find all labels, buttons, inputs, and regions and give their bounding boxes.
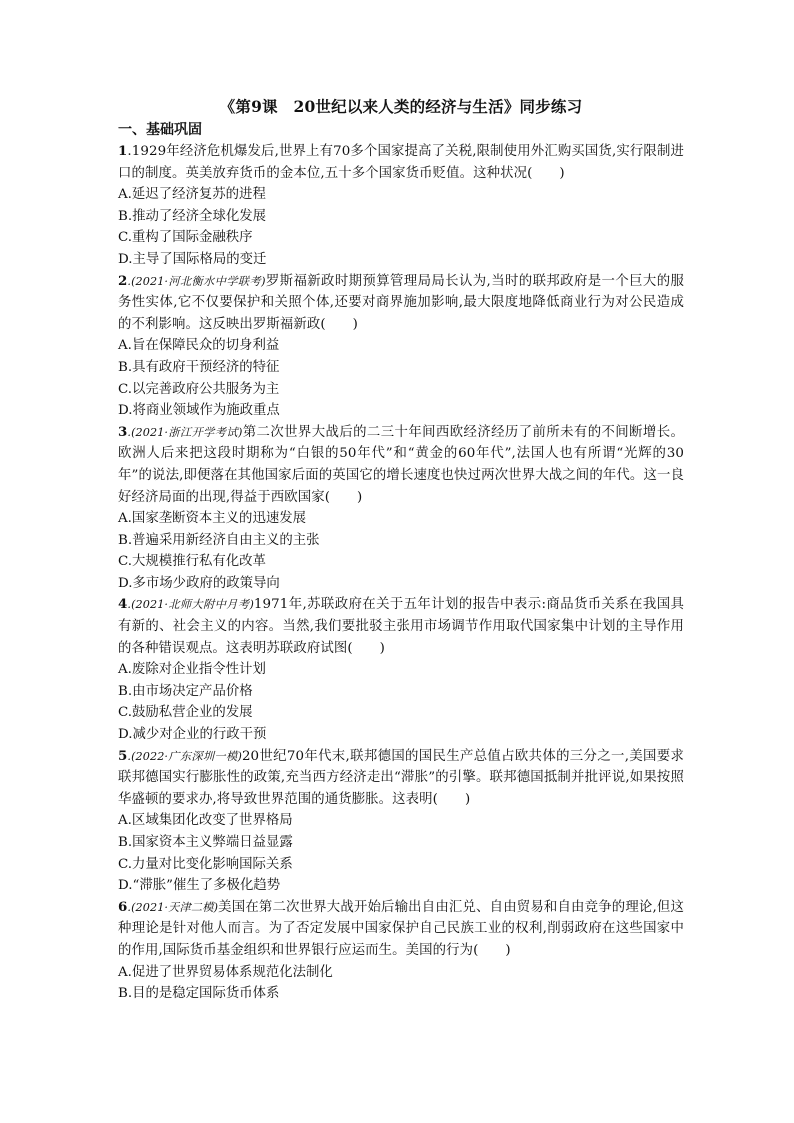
question-5 (118, 746, 684, 897)
question-number: 4 (118, 596, 128, 613)
answer-option[interactable]: B.目的是稳定国际货币体系 (118, 986, 280, 1002)
question-stem (118, 422, 684, 508)
question-4 (118, 594, 684, 745)
question-source: .(2021·浙江开学考试) (127, 425, 243, 439)
question-text: 20世纪70年代末,联邦德国的国民生产总值占欧共体的三分之一,美国要求联邦德国实行膨胀性的政策,充当西方经济走出“滞胀”的引擎。联邦德国抵制并批评说,如果按照华盛顿的要求办,将导致世界范围的通货膨胀。这表明( ) (118, 748, 684, 807)
answer-option[interactable]: A.旨在保障民众的切身利益 (118, 338, 280, 354)
question-stem (118, 271, 684, 336)
question-stem (118, 141, 684, 184)
page-title: 《第9课 20世纪以来人类的经济与生活》同步练习 (219, 97, 583, 116)
answer-option[interactable]: B.具有政府干预经济的特征 (118, 359, 280, 375)
answer-option[interactable]: B.普遍采用新经济自由主义的主张 (118, 532, 320, 548)
answer-option[interactable]: A.废除对企业指令性计划 (118, 662, 266, 678)
question-source: .(2021·河北衡水中学联考) (127, 274, 266, 288)
question-stem (118, 594, 684, 659)
question-source: .(2021·天津二模) (127, 900, 219, 914)
question-number: 5 (118, 747, 128, 764)
answer-option[interactable]: B.由市场决定产品价格 (118, 683, 253, 699)
answer-option[interactable]: D.减少对企业的行政干预 (118, 727, 267, 743)
answer-option[interactable]: C.力量对比变化影响国际关系 (118, 856, 293, 872)
question-number: 1 (118, 143, 128, 159)
answer-option[interactable]: C.大规模推行私有化改革 (118, 554, 266, 570)
answer-option[interactable]: C.重构了国际金融秩序 (118, 230, 253, 246)
section-heading: 一、基础巩固 (118, 122, 202, 138)
question-list (118, 141, 684, 1005)
answer-option[interactable]: D.将商业领域作为施政重点 (118, 403, 280, 419)
answer-option[interactable]: C.以完善政府公共服务为主 (118, 381, 280, 397)
answer-option[interactable]: D.多市场少政府的政策导向 (118, 575, 280, 591)
answer-option[interactable]: A.国家垄断资本主义的迅速发展 (118, 511, 307, 527)
answer-option[interactable]: A.区域集团化改变了世界格局 (118, 813, 293, 829)
answer-option[interactable]: D.“滞胀”催生了多极化趋势 (118, 878, 281, 894)
question-text: 1971年,苏联政府在关于五年计划的报告中表示:商品货币关系在我国具有新的、社会主义的内容。当然,我们要批驳主张用市场调节作用取代国家集中计划的主导作用的各种错误观点。这表明苏联政府试图( ) (118, 597, 684, 656)
question-stem (118, 746, 684, 811)
worksheet-page (118, 96, 684, 1005)
answer-option[interactable]: A.延迟了经济复苏的进程 (118, 187, 266, 203)
question-stem (118, 897, 684, 962)
question-number: 2 (118, 272, 128, 289)
answer-option[interactable]: D.主导了国际格局的变迁 (118, 251, 267, 267)
question-number: 3 (118, 423, 128, 440)
question-6 (118, 897, 684, 1005)
answer-option[interactable]: B.国家资本主义弊端日益显露 (118, 835, 293, 850)
question-2 (118, 271, 684, 422)
answer-option[interactable]: B.推动了经济全球化发展 (118, 208, 267, 224)
question-text: 美国在第二次世界大战开始后输出自由汇兑、自由贸易和自由竞争的理论,但这种理论是针对他人而言。为了否定发展中国家保护自己民族工业的权利,削弱政府在这些国家中的作用,国际货币基金组织和世界银行应运而生。美国的行为( ) (118, 899, 684, 958)
question-3 (118, 422, 684, 595)
answer-option[interactable]: A.促进了世界贸易体系规范化法制化 (118, 964, 333, 980)
question-1 (118, 141, 684, 271)
answer-option[interactable]: C.鼓励私营企业的发展 (118, 705, 253, 721)
question-text: .1929年经济危机爆发后,世界上有70多个国家提高了关税,限制使用外汇购买国货,实行限制进口的制度。英美放弃货币的金本位,五十多个国家货币贬值。这种状况( ) (118, 144, 684, 181)
question-source: .(2021·北师大附中月考) (127, 598, 254, 612)
question-text: 第二次世界大战后的二三十年间西欧经济经历了前所未有的不间断增长。欧洲人后来把这段时期称为“白银的50年代”和“黄金的60年代”,法国人也有所谓“光辉的30年”的说法,即便落在其他国家后面的英国它的增长速度也快过两次世界大战之间的年代。这一良好经济局面的出现,得益于西欧国家( ) (118, 424, 684, 505)
question-number: 6 (118, 898, 128, 915)
question-text: 罗斯福新政时期预算管理局局长认为,当时的联邦政府是一个巨大的服务性实体,它不仅要保护和关照个体,还要对商界施加影响,最大限度地降低商业行为对公民造成的不利影响。这反映出罗斯福新政( ) (118, 273, 684, 332)
question-source: .(2022·广东深圳一模) (127, 749, 242, 763)
